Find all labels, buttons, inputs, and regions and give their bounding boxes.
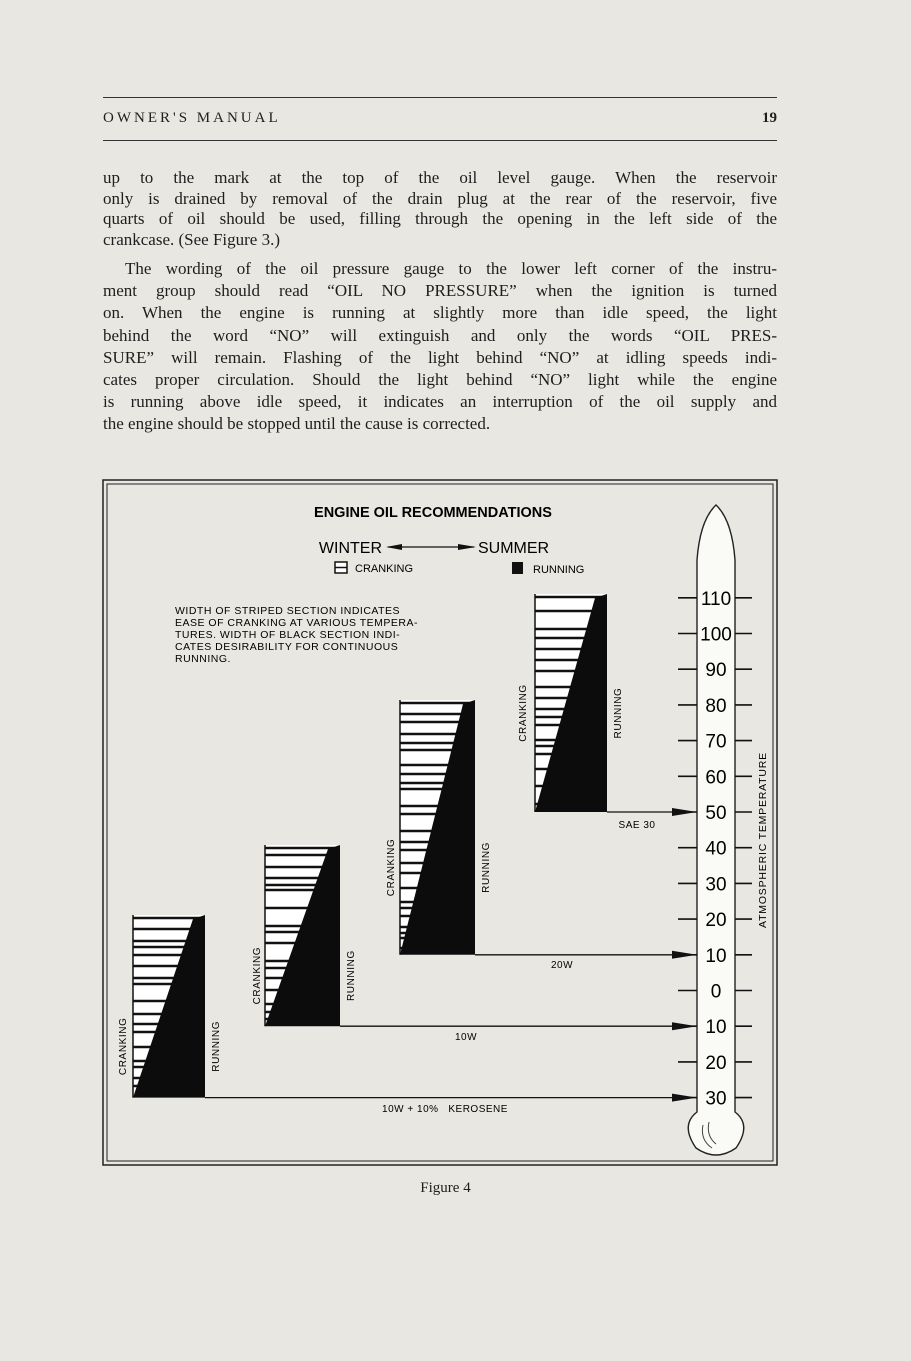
figure-title: ENGINE OIL RECOMMENDATIONS	[314, 505, 552, 521]
cranking-label: CRANKING	[252, 946, 263, 1005]
scale-label: 60	[705, 767, 727, 789]
cranking-label: CRANKING	[518, 684, 529, 742]
arrowhead-icon	[672, 951, 697, 959]
oil-grade-label: 10W	[454, 1032, 478, 1043]
oil-grade-label: 20W	[550, 960, 574, 971]
running-label: RUNNING	[346, 950, 357, 1002]
text-line: only is drained by removal of the drain plug at the rear of the reservoir, five	[103, 188, 777, 208]
winter-label: WINTER	[318, 540, 382, 557]
arrowhead-icon	[672, 1094, 697, 1102]
figure-caption: Figure 4	[420, 1180, 471, 1196]
arrowhead-icon	[672, 1022, 697, 1030]
running-label: RUNNING	[481, 841, 492, 893]
note-line: TURES. WIDTH OF BLACK SECTION INDI-	[175, 629, 401, 641]
striped-legend-icon	[335, 562, 347, 573]
scale-label: 50	[705, 803, 727, 824]
scale-label: 30	[705, 874, 727, 896]
scale-label: 0	[710, 981, 722, 1003]
scale-label: 110	[700, 588, 732, 610]
page-number: 19	[762, 110, 777, 126]
scale-label: 20	[705, 1052, 727, 1074]
oil-grade-label: 10W + 10% KEROSENE	[382, 1104, 508, 1115]
text-line: crankcase. (See Figure 3.)	[103, 229, 281, 249]
running-label: RUNNING	[211, 1020, 222, 1072]
running-label: RUNNING	[613, 687, 624, 739]
scale-label: 100	[700, 624, 732, 646]
text-line: ment group should read “OIL NO PRESSURE” when the ignition is turned	[103, 281, 777, 301]
oil-grade-label: SAE 30	[618, 820, 656, 831]
note-line: CATES DESIRABILITY FOR CONTINUOUS	[175, 641, 399, 653]
scale-label: 20	[705, 910, 727, 932]
legend-cranking: CRANKING	[355, 563, 414, 575]
text-line: up to the mark at the top of the oil level gauge. When the reservoir	[103, 168, 777, 187]
cranking-label: CRANKING	[118, 1017, 129, 1076]
scale-label: 70	[705, 731, 727, 753]
scale-label: 30	[705, 1088, 727, 1110]
scale-label: 40	[705, 838, 727, 860]
double-arrow-icon	[386, 544, 476, 550]
note-line: RUNNING.	[175, 653, 231, 665]
cranking-label: CRANKING	[386, 838, 397, 897]
text-line: cates proper circulation. Should the light behind “NO” light while the engine	[103, 370, 777, 390]
figure-note	[175, 605, 418, 665]
scale-label: 10	[705, 945, 727, 967]
summer-label: SUMMER	[478, 540, 550, 557]
text-line: the engine should be stopped until the cause is corrected.	[103, 414, 491, 434]
scale-label: 90	[705, 660, 727, 682]
note-line: EASE OF CRANKING AT VARIOUS TEMPERA-	[175, 617, 419, 629]
text-line: quarts of oil should be used, filling through the opening in the left side of the	[103, 209, 777, 228]
legend-running: RUNNING	[533, 564, 585, 576]
oil-blocks	[118, 594, 697, 1115]
arrowhead-icon	[672, 808, 697, 816]
text-line: The wording of the oil pressure gauge to the lower left corner of the instru-	[125, 259, 777, 278]
running-header: OWNER'S MANUAL	[103, 110, 281, 126]
oil-block	[518, 594, 697, 831]
text-line: SURE” will remain. Flashing of the light behind “NO” at idling speeds indi-	[103, 347, 777, 367]
text-line: behind the word “NO” will extinguish and only the words “OIL PRES-	[103, 325, 777, 345]
axis-label: ATMOSPHERIC TEMPERATURE	[757, 752, 769, 928]
scale-label: 80	[705, 695, 727, 717]
note-line: WIDTH OF STRIPED SECTION INDICATES	[175, 605, 401, 617]
scale-label: 10	[705, 1017, 727, 1039]
black-legend-icon	[512, 562, 523, 574]
temperature-scale	[678, 589, 752, 1110]
text-line: on. When the engine is running at slightly more than idle speed, the light	[103, 303, 777, 323]
text-line: is running above idle speed, it indicates an interruption of the oil supply and	[103, 392, 777, 412]
